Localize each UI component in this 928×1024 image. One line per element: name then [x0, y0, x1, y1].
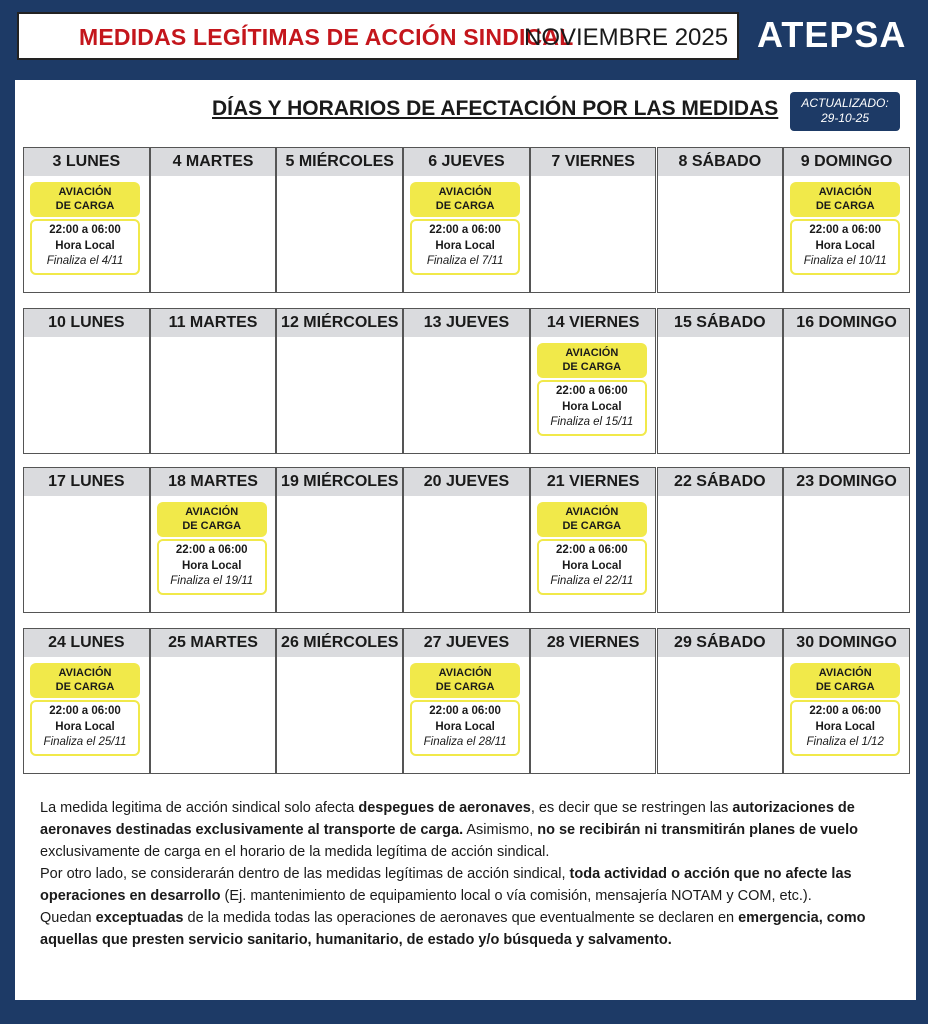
event-tag-line1: AVIACIÓN	[185, 506, 239, 518]
brand-logo: ATEPSA	[757, 14, 907, 55]
event-schedule	[790, 219, 900, 275]
event-schedule	[30, 219, 140, 275]
day-label: 5 MIÉRCOLES	[277, 148, 402, 176]
event-tag-line2: DE CARGA	[435, 681, 495, 693]
event-tag	[410, 663, 520, 698]
calendar-day	[783, 467, 910, 613]
event-timezone: Hora Local	[55, 720, 115, 733]
event-schedule	[537, 539, 647, 595]
event-timezone: Hora Local	[815, 239, 875, 252]
event-schedule	[410, 219, 520, 275]
event-tag-line1: AVIACIÓN	[565, 347, 619, 359]
day-label: 6 JUEVES	[404, 148, 529, 176]
event-end: Finaliza el 22/11	[550, 575, 634, 587]
calendar-day	[530, 308, 657, 454]
event-time: 22:00 a 06:00	[49, 224, 121, 236]
event-time: 22:00 a 06:00	[429, 224, 501, 236]
event-tag	[157, 502, 267, 537]
event-time: 22:00 a 06:00	[175, 544, 248, 556]
day-label: 15 SÁBADO	[658, 309, 783, 337]
note-paragraph-1	[40, 797, 898, 863]
note-text: Asimismo,	[463, 822, 538, 838]
event-schedule	[790, 700, 900, 756]
event-tag-line2: DE CARGA	[435, 200, 495, 212]
note-paragraph-3	[40, 907, 898, 951]
event-time: 22:00 a 06:00	[809, 224, 881, 236]
event-schedule	[30, 700, 140, 756]
day-label: 19 MIÉRCOLES	[277, 468, 402, 496]
title-box	[17, 12, 739, 60]
day-label: 3 LUNES	[24, 148, 149, 176]
updated-badge	[790, 92, 900, 131]
day-label: 17 LUNES	[24, 468, 149, 496]
event-schedule	[157, 539, 267, 595]
strike-event	[30, 663, 140, 756]
event-tag-line2: DE CARGA	[182, 520, 242, 532]
note-text: Por otro lado, se considerarán dentro de las medidas legítimas de acción sindical,	[40, 866, 570, 882]
note-emphasis: autorizaciones de aeronaves destinadas exclusivamente al transporte de carga.	[40, 800, 855, 838]
day-label: 12 MIÉRCOLES	[277, 309, 402, 337]
event-end: Finaliza el 28/11	[423, 736, 507, 748]
event-end: Finaliza el 7/11	[426, 255, 504, 267]
calendar-day	[657, 467, 784, 613]
event-end: Finaliza el 4/11	[46, 255, 124, 267]
event-time: 22:00 a 06:00	[809, 705, 881, 717]
day-label: 16 DOMINGO	[784, 309, 909, 337]
section-subtitle: DÍAS Y HORARIOS DE AFECTACIÓN POR LAS MEDIDAS	[212, 97, 779, 120]
day-label: 26 MIÉRCOLES	[277, 629, 402, 657]
event-tag-line1: AVIACIÓN	[818, 667, 872, 679]
day-label: 7 VIERNES	[531, 148, 656, 176]
updated-date: 29-10-25	[820, 111, 870, 125]
event-timezone: Hora Local	[55, 239, 115, 252]
day-label: 22 SÁBADO	[658, 468, 783, 496]
strike-event	[790, 182, 900, 275]
event-end: Finaliza el 25/11	[43, 736, 127, 748]
notes	[40, 797, 898, 951]
calendar-day	[23, 467, 150, 613]
note-text: Quedan	[40, 910, 96, 926]
event-end: Finaliza el 10/11	[803, 255, 887, 267]
strike-event	[30, 182, 140, 275]
calendar-day	[23, 147, 150, 293]
event-tag-line1: AVIACIÓN	[58, 186, 112, 198]
calendar-day	[150, 308, 277, 454]
event-tag	[30, 182, 140, 217]
calendar-day	[657, 308, 784, 454]
calendar-day	[783, 628, 910, 774]
calendar-day	[276, 467, 403, 613]
event-time: 22:00 a 06:00	[429, 705, 501, 717]
event-tag-line1: AVIACIÓN	[438, 186, 492, 198]
event-tag-line2: DE CARGA	[815, 200, 875, 212]
calendar-day	[783, 147, 910, 293]
event-timezone: Hora Local	[435, 720, 495, 733]
calendar-day	[403, 147, 530, 293]
calendar-day	[276, 147, 403, 293]
day-label: 9 DOMINGO	[784, 148, 909, 176]
event-timezone: Hora Local	[815, 720, 875, 733]
event-tag-line1: AVIACIÓN	[58, 667, 112, 679]
strike-event	[157, 502, 267, 595]
day-label: 27 JUEVES	[404, 629, 529, 657]
calendar-day	[403, 308, 530, 454]
event-time: 22:00 a 06:00	[49, 705, 121, 717]
note-paragraph-2	[40, 863, 898, 907]
note-emphasis: no se recibirán ni transmitirán planes de vuelo	[537, 822, 858, 838]
calendar-day	[150, 147, 277, 293]
event-timezone: Hora Local	[181, 559, 242, 572]
calendar-week	[23, 467, 910, 613]
note-emphasis: despegues de aeronaves	[358, 800, 531, 816]
calendar-day	[403, 628, 530, 774]
event-tag	[790, 663, 900, 698]
calendar-day	[530, 467, 657, 613]
event-time: 22:00 a 06:00	[555, 385, 628, 397]
event-tag-line2: DE CARGA	[562, 361, 622, 373]
day-label: 23 DOMINGO	[784, 468, 909, 496]
calendar-day	[657, 628, 784, 774]
event-tag	[30, 663, 140, 698]
event-tag	[537, 343, 647, 378]
calendar-week	[23, 628, 910, 774]
day-label: 20 JUEVES	[404, 468, 529, 496]
page-title: MEDIDAS LEGÍTIMAS DE ACCIÓN SINDICAL	[79, 24, 574, 50]
calendar-week	[23, 308, 910, 454]
event-end: Finaliza el 19/11	[170, 575, 254, 587]
note-text: de la medida todas las operaciones de aeronaves que eventualmente se declaren en	[183, 910, 739, 926]
strike-event	[410, 663, 520, 756]
event-schedule	[410, 700, 520, 756]
day-label: 28 VIERNES	[531, 629, 656, 657]
calendar-day	[783, 308, 910, 454]
month-label: NOVIEMBRE 2025	[524, 24, 729, 51]
calendar-day	[23, 308, 150, 454]
calendar-day	[150, 628, 277, 774]
event-tag-line1: AVIACIÓN	[438, 667, 492, 679]
day-label: 25 MARTES	[151, 629, 276, 657]
calendar-day	[276, 308, 403, 454]
day-label: 14 VIERNES	[531, 309, 656, 337]
event-timezone: Hora Local	[562, 559, 622, 572]
day-label: 10 LUNES	[24, 309, 149, 337]
calendar-day	[403, 467, 530, 613]
strike-event	[790, 663, 900, 756]
event-end: Finaliza el 1/12	[806, 736, 884, 748]
event-tag-line2: DE CARGA	[562, 520, 622, 532]
day-label: 29 SÁBADO	[658, 629, 783, 657]
event-schedule	[537, 380, 647, 436]
day-label: 11 MARTES	[151, 309, 276, 337]
calendar-day	[276, 628, 403, 774]
updated-label: ACTUALIZADO:	[801, 96, 889, 110]
strike-event	[537, 343, 647, 436]
note-emphasis: toda actividad o acción que no afecte las operaciones en desarrollo	[40, 866, 852, 904]
day-label: 18 MARTES	[151, 468, 276, 496]
event-tag-line2: DE CARGA	[55, 681, 115, 693]
day-label: 8 SÁBADO	[658, 148, 783, 176]
calendar-day	[530, 147, 657, 293]
note-emphasis: exceptuadas	[95, 910, 184, 926]
note-text: , es decir que se restringen las	[530, 800, 733, 816]
event-tag	[790, 182, 900, 217]
event-tag-line1: AVIACIÓN	[818, 186, 872, 198]
strike-event	[537, 502, 647, 595]
note-emphasis: emergencia, como aquellas que presten servicio sanitario, humanitario, de estado y/o búsqueda y salvamento.	[40, 910, 866, 948]
strike-event	[410, 182, 520, 275]
day-label: 24 LUNES	[24, 629, 149, 657]
calendar-day	[530, 628, 657, 774]
note-text: exclusivamente de carga en el horario de la medida legítima de acción sindical.	[40, 844, 550, 860]
calendar-day	[150, 467, 277, 613]
calendar-week	[23, 147, 910, 293]
event-tag	[410, 182, 520, 217]
event-tag-line2: DE CARGA	[55, 200, 115, 212]
note-text: (Ej. mantenimiento de equipamiento local o vía comisión, mensajería NOTAM y COM, etc.).	[220, 888, 812, 904]
day-label: 21 VIERNES	[531, 468, 656, 496]
event-end: Finaliza el 15/11	[550, 416, 634, 428]
event-tag-line1: AVIACIÓN	[565, 506, 619, 518]
calendar-day	[657, 147, 784, 293]
calendar-day	[23, 628, 150, 774]
note-text: La medida legitima de acción sindical solo afecta	[40, 800, 359, 816]
day-label: 13 JUEVES	[404, 309, 529, 337]
day-label: 4 MARTES	[151, 148, 276, 176]
day-label: 30 DOMINGO	[784, 629, 909, 657]
event-tag-line2: DE CARGA	[815, 681, 875, 693]
event-timezone: Hora Local	[435, 239, 495, 252]
event-tag	[537, 502, 647, 537]
event-timezone: Hora Local	[562, 400, 622, 413]
event-time: 22:00 a 06:00	[555, 544, 628, 556]
